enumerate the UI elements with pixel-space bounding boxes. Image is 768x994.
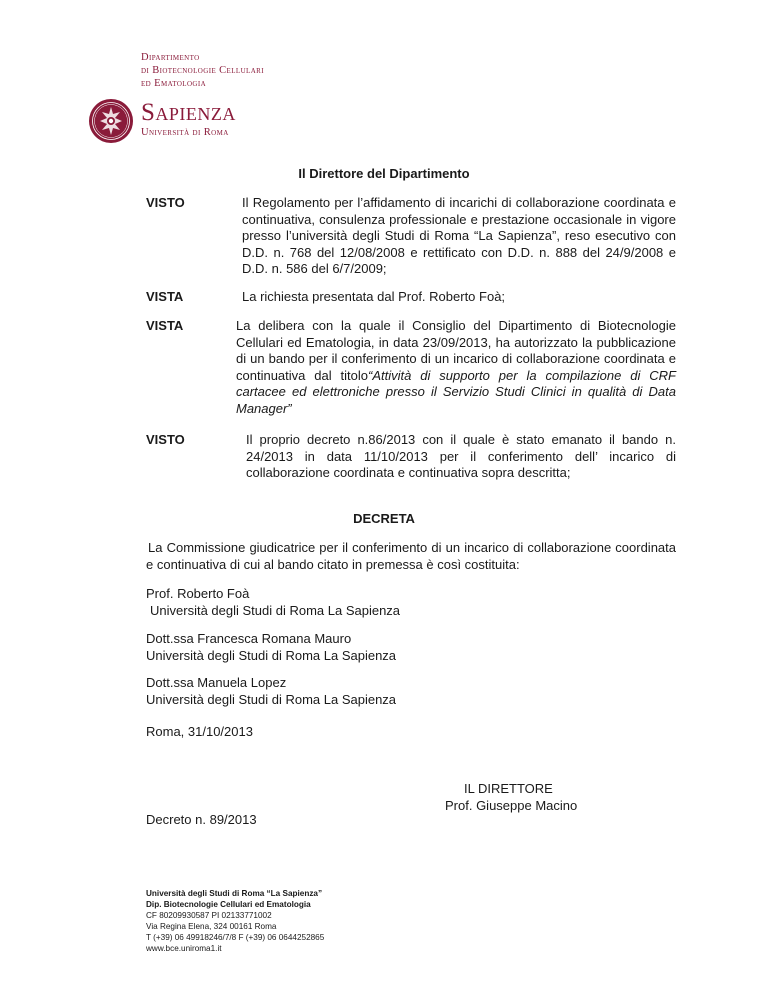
premise-text-plain: La delibera con la quale il Consiglio del Dipartimento di Biotecnologie Cellulari ed Ematologia, in data 23/09/2013, ha autorizzato la pubblicazione di un bando per il conferimento di un incarico di collaborazione coordinata e continuativa dal titolo: [236, 318, 676, 383]
premise-text: Il proprio decreto n.86/2013 con il quale è stato emanato il bando n. 24/2013 in data 11/10/2013 per il conferimento dell’ incarico di collaborazione coordinata e continuativa sopra descritta;: [246, 432, 676, 480]
premise-row: [146, 318, 676, 416]
department-name: [141, 51, 264, 90]
premise-row: [146, 195, 676, 279]
premise-text: [236, 318, 676, 417]
footer-street: Via Regina Elena, 324 00161 Roma: [146, 922, 277, 931]
department-line-2: di Biotecnologie Cellulari: [141, 65, 264, 76]
commission-member: [146, 631, 396, 664]
member-name: Dott.ssa Manuela Lopez: [146, 675, 287, 690]
member-name: Prof. Roberto Foà: [146, 586, 250, 601]
decree-number: Decreto n. 89/2013: [146, 812, 257, 827]
department-line-1: Dipartimento: [141, 52, 200, 63]
footer-university: Università degli Studi di Roma “La Sapienza”: [146, 889, 323, 898]
document-title: Il Direttore del Dipartimento: [298, 166, 470, 181]
place-date: Roma, 31/10/2013: [146, 724, 253, 739]
commission-member: [146, 675, 396, 708]
footer-address: [146, 888, 324, 954]
premise-label: VISTO: [146, 432, 185, 447]
premise-text: Il Regolamento per l’affidamento di incarichi di collaborazione coordinata e continuativa, consulenza professionale e prestazione occasionale in vigore presso l’università degli Studi di Roma “La Sapienza”, reso esecutivo con D.D. n. 768 del 12/08/2008 e rettificato con D.D. n. 888 del 24/9/2008 e D.D. n. 586 del 6/7/2009;: [242, 195, 676, 276]
footer-website: www.bce.uniroma1.it: [146, 944, 222, 953]
university-brand: [141, 100, 236, 139]
premise-label: VISTA: [146, 289, 184, 304]
premise-text-italic-title: “Attività di supporto per la compilazione di CRF cartacee ed elettroniche presso il Servizio Studi Clinici in qualità di Data Manager”: [236, 367, 676, 416]
member-affiliation: Università degli Studi di Roma La Sapienza: [146, 647, 397, 663]
department-line-3: ed Ematologia: [141, 78, 207, 89]
signature-role: IL DIRETTORE: [464, 781, 553, 796]
commission-intro: La Commissione giudicatrice per il conferimento di un incarico di collaborazione coordinata e continuativa di cui al bando citato in premessa è così costituita:: [146, 540, 676, 572]
decreta-heading: DECRETA: [353, 511, 415, 526]
sapienza-seal-logo: [88, 98, 134, 144]
footer-tax-codes: CF 80209930587 PI 02133771002: [146, 911, 272, 920]
signature-name: Prof. Giuseppe Macino: [445, 798, 578, 813]
premise-label: VISTO: [146, 195, 185, 210]
commission-member: [146, 586, 400, 619]
brand-name: Sapienza: [141, 99, 236, 126]
premise-label: VISTA: [146, 318, 184, 333]
premise-row: [146, 432, 676, 484]
member-affiliation: Università degli Studi di Roma La Sapienza: [146, 691, 397, 707]
member-affiliation: Università degli Studi di Roma La Sapienza: [150, 602, 401, 618]
footer-department: Dip. Biotecnologie Cellulari ed Ematologia: [146, 900, 311, 909]
brand-university: Università di Roma: [141, 127, 229, 138]
member-name: Dott.ssa Francesca Romana Mauro: [146, 631, 352, 646]
premise-row: [146, 289, 676, 306]
footer-phone-fax: T (+39) 06 49918246/7/8 F (+39) 06 0644252865: [146, 933, 325, 942]
premise-text: La richiesta presentata dal Prof. Roberto Foà;: [242, 289, 506, 304]
